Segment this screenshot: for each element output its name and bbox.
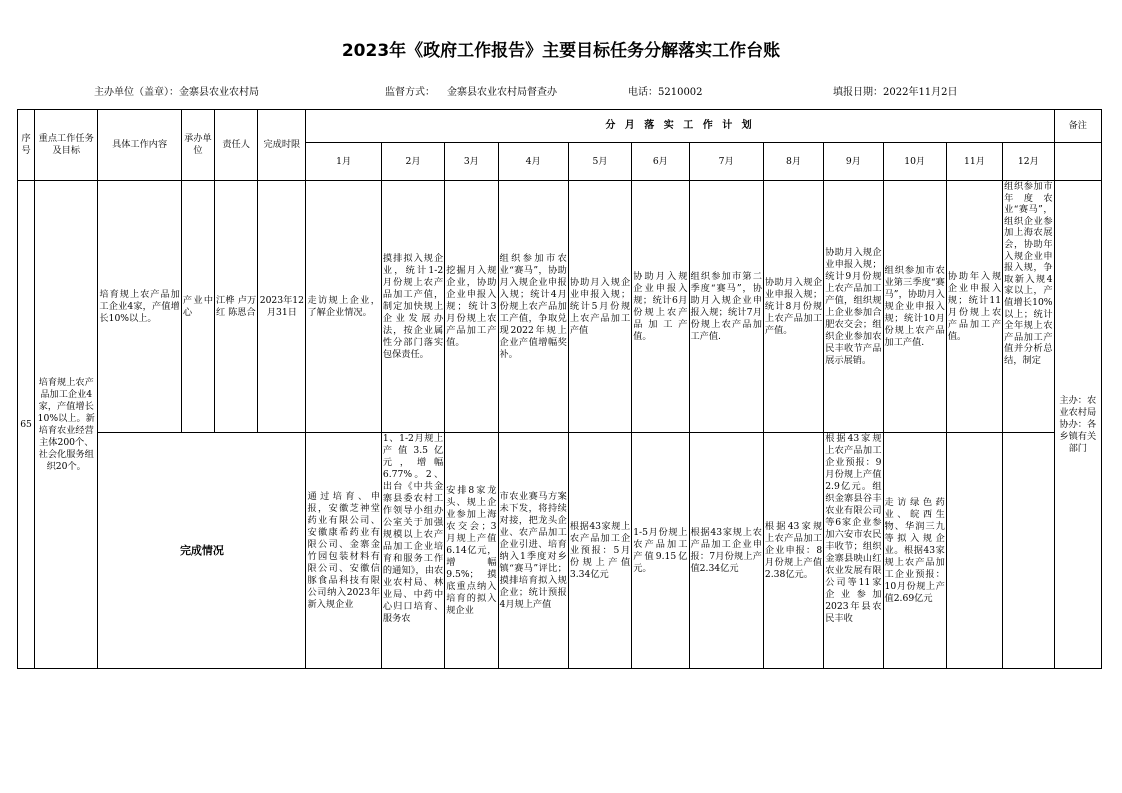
done-cell: 1-5月份规上农产品加工产值9.15亿元。 — [632, 433, 689, 669]
supervise-label: 监督方式： — [385, 87, 435, 98]
header-seq: 序号 — [18, 110, 35, 181]
row-task: 培育规上农产品加工企业4家，产值增长10%以上。新培育农业经营主体200个、社会化服务组织20个。 — [35, 181, 98, 669]
task-ledger-table — [17, 109, 1102, 669]
host-unit: 主办单位（盖章）：金寨县农业农村局 — [94, 87, 259, 98]
month-header: 10月 — [883, 143, 946, 181]
plan-cell: 组织参加市农业“赛马”，协助月入规企业申报入规；统计4月份规上农产品加工产值，争取兑现2022年规上企业产值增幅奖补。 — [498, 181, 568, 433]
month-header: 8月 — [763, 143, 823, 181]
plan-cell: 挖掘月入规企业，协助企业申报入规；统计3月份规上农产品加工产值。 — [445, 181, 498, 433]
page-title: 2023年《政府工作报告》主要目标任务分解落实工作台账 — [341, 41, 781, 61]
done-cell: 通过培育、申报，安徽芝神堂药业有限公司、安徽康希药业有限公司、金寨金竹园包装材料有限公司、安徽信豚食品科技有限公司纳入2023年新入规企业 — [306, 433, 381, 669]
done-label: 完成情况 — [98, 433, 306, 669]
done-cell — [946, 433, 1002, 669]
phone: 电话：5210002 — [628, 87, 703, 98]
month-header: 1月 — [306, 143, 381, 181]
done-cell-feb — [381, 433, 444, 669]
row-person: 江桦 卢万红 陈恩合 — [215, 181, 258, 433]
header-task: 重点工作任务及目标 — [35, 110, 98, 181]
done-cell-sep-text: 根据43家规上农产品加工企业预报：9月份规上产值2.9亿元。组织金寨县谷丰农业有限公司等6家企业参加六安市农民丰收节；组织金寨县映山红农业发展有限公司等11家企业参加2023年县农民丰收 — [825, 433, 882, 624]
done-cell — [1003, 433, 1054, 669]
row-unit: 产业中心 — [181, 181, 214, 433]
plan-cell: 协助月入规企业申报入规；统计9月份规上农产品加工产值，组织规上企业参加合肥农交会；组织企业参加农民丰收节产品展示展销。 — [824, 181, 883, 433]
done-cell-sep — [824, 433, 883, 669]
plan-cell: 协助月入规企业申报入规；统计6月份规上农产品加工产值。 — [632, 181, 689, 433]
month-header: 3月 — [445, 143, 498, 181]
done-cell: 走访绿色药业、皖西生物、华润三九等拟入规企业。根据43家规上农产品加工企业预报：10月份规上产值2.69亿元 — [883, 433, 946, 669]
done-cell: 根据43家规上农产品加工企业预报：5月份规上产值3.34亿元 — [568, 433, 631, 669]
month-header: 11月 — [946, 143, 1002, 181]
month-header: 6月 — [632, 143, 689, 181]
month-header: 5月 — [568, 143, 631, 181]
header-unit: 承办单位 — [181, 110, 214, 181]
header-note: 备注 — [1054, 110, 1101, 143]
header-person: 责任人 — [215, 110, 258, 181]
header-content: 具体工作内容 — [98, 110, 181, 181]
supervise-value: 金寨县农业农村局督查办 — [447, 87, 557, 98]
row-content: 培育规上农产品加工企业4家，产值增长10%以上。 — [98, 181, 181, 433]
done-cell: 根据43家规上农产品加工企业申报：8月份规上产值2.38亿元。 — [763, 433, 823, 669]
month-header: 7月 — [689, 143, 763, 181]
plan-cell: 协助年入规企业申报入规；统计11月份规上农产品加工产值。 — [946, 181, 1002, 433]
done-cell: 安排8家龙头、规上企业参加上海农交会；3月规上产值6.14亿元，增幅9.5%；摸底重点纳入培育的拟入规企业 — [445, 433, 498, 669]
header-deadline: 完成时限 — [258, 110, 306, 181]
done-cell-feb-text: 1、1-2月规上产值3.5亿元，增幅6.77%。2、出台《中共金寨县委农村工作领导小组办公室关于加强规模以上农产品加工企业培育和服务工作的通知》，由农业农村局、林业局、中药中心归口培育、服务农 — [382, 433, 444, 624]
month-header: 12月 — [1003, 143, 1054, 181]
month-header: 9月 — [824, 143, 883, 181]
plan-cell: 组织参加市第二季度“赛马”，协助月入规企业申报入规；统计7月份规上农产品加工产值. — [689, 181, 763, 433]
done-cell: 市农业赛马方案未下发，将持续对接，把龙头企业、农产品加工企业引进、培育纳入1季度对乡镇“赛马”评比；摸排培育拟入规企业；统计预报4月规上产值 — [498, 433, 568, 669]
month-header: 2月 — [381, 143, 444, 181]
row-seq: 65 — [18, 181, 35, 669]
plan-cell: 组织参加市农业第三季度“赛马”，协助月入规企业申报入规；统计10月份规上农产品加工产值. — [883, 181, 946, 433]
plan-cell-dec — [1003, 181, 1054, 433]
header-plan: 分 月 落 实 工 作 计 划 — [306, 110, 1054, 143]
plan-cell: 协助月入规企业申报入规；统计5月份规上农产品加工产值 — [568, 181, 631, 433]
row-deadline: 2023年12月31日 — [258, 181, 306, 433]
done-cell: 根据43家规上农产品加工企业申报：7月份规上产值2.34亿元 — [689, 433, 763, 669]
fill-date: 填报日期：2022年11月2日 — [833, 87, 958, 98]
row-note: 主办：农业农村局 协办：各乡镇有关部门 — [1054, 181, 1101, 669]
plan-cell-dec-text: 组织参加市年度农业“赛马”，组织企业参加上海农展会，协助年入规企业申报入规，争取新入规4家以上，产值增长10%以上；统计全年规上农产品加工产值并分析总结，制定 — [1004, 181, 1053, 366]
plan-cell: 走访规上企业，了解企业情况。 — [306, 181, 381, 433]
plan-cell: 摸排拟入规企业，统计1-2月份规上农产品加工产值，制定加快规上企业发展办法，按企业属性分部门落实包保责任。 — [381, 181, 444, 433]
month-header: 4月 — [498, 143, 568, 181]
note-header-blank — [1054, 143, 1101, 181]
plan-cell: 协助月入规企业申报入规；统计8月份规上农产品加工产值。 — [763, 181, 823, 433]
